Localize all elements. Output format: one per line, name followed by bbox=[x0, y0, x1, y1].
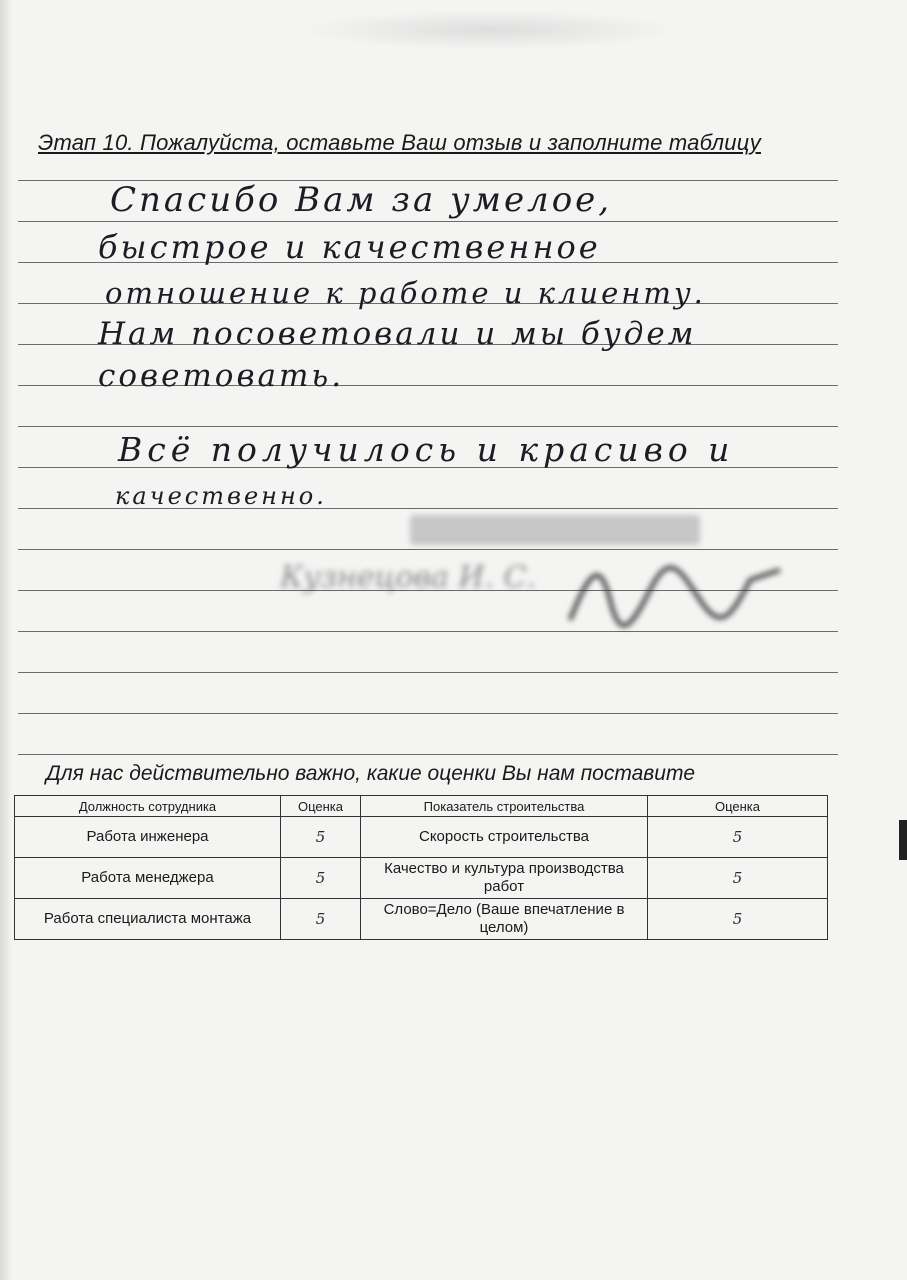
metric-cell: Качество и культура производства работ bbox=[361, 858, 648, 899]
role-score-cell: 5 bbox=[281, 858, 361, 899]
review-line-2: быстрое и качественное bbox=[98, 228, 601, 266]
company-stamp bbox=[410, 515, 700, 545]
scan-edge-mark bbox=[899, 820, 907, 860]
role-cell: Работа менеджера bbox=[15, 858, 281, 899]
role-cell: Работа инженера bbox=[15, 817, 281, 858]
ratings-table bbox=[14, 795, 828, 940]
ratings-header-row bbox=[15, 796, 828, 817]
metric-cell: Слово=Дело (Ваше впечатление в целом) bbox=[361, 899, 648, 940]
metric-cell: Скорость строительства bbox=[361, 817, 648, 858]
stage-title: Этап 10. Пожалуйста, оставьте Ваш отзыв и заполните таблицу bbox=[38, 130, 761, 155]
role-score-cell: 5 bbox=[281, 899, 361, 940]
review-line-1: Спасибо Вам за умелое, bbox=[110, 180, 613, 220]
signature-scrawl bbox=[560, 560, 790, 630]
paper-edge bbox=[0, 0, 12, 1280]
role-cell: Работа специалиста монтажа bbox=[15, 899, 281, 940]
col-header-role-score: Оценка bbox=[281, 796, 361, 817]
table-row bbox=[15, 817, 828, 858]
metric-score-cell: 5 bbox=[648, 899, 828, 940]
review-line-4: Нам посоветовали и мы будем bbox=[98, 316, 697, 352]
table-row bbox=[15, 899, 828, 940]
metric-score-cell: 5 bbox=[648, 858, 828, 899]
review-line-8: качественно. bbox=[115, 482, 327, 510]
role-score-cell: 5 bbox=[281, 817, 361, 858]
review-line-3: отношение к работе и клиенту. bbox=[105, 276, 706, 310]
metric-score-cell: 5 bbox=[648, 817, 828, 858]
ratings-heading: Для нас действительно важно, какие оценки Вы нам поставите bbox=[46, 762, 696, 785]
review-line-7: Всё получилось и красиво и bbox=[118, 430, 735, 469]
col-header-metric: Показатель строительства bbox=[361, 796, 648, 817]
signature-name: Кузнецова И. С. bbox=[280, 560, 537, 595]
table-row bbox=[15, 858, 828, 899]
signature-block bbox=[200, 505, 840, 675]
col-header-role: Должность сотрудника bbox=[15, 796, 281, 817]
review-line-5: советовать. bbox=[98, 358, 345, 394]
col-header-metric-score: Оценка bbox=[648, 796, 828, 817]
